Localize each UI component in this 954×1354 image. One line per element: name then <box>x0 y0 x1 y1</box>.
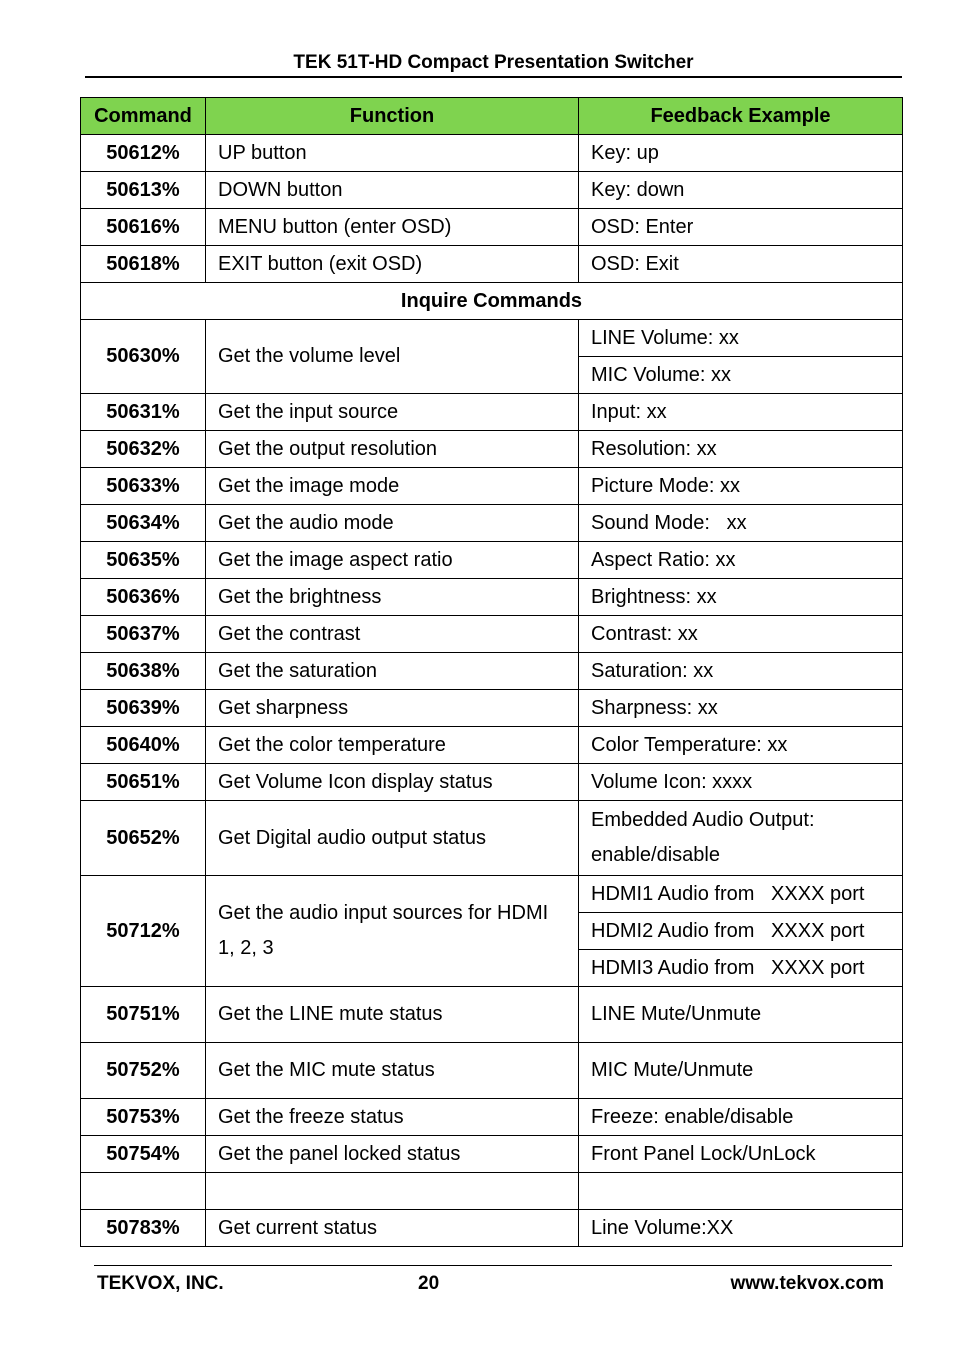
command-cell: 50753% <box>81 1099 206 1136</box>
command-cell: 50712% <box>81 876 206 987</box>
feedback-cell: HDMI2 Audio from XXXX port <box>579 913 903 950</box>
feedback-cell: Input: xx <box>579 394 903 431</box>
column-header-function: Function <box>206 98 579 135</box>
feedback-cell: Contrast: xx <box>579 616 903 653</box>
feedback-cell: LINE Mute/Unmute <box>579 987 903 1043</box>
command-cell: 50751% <box>81 987 206 1043</box>
table-row <box>81 394 903 431</box>
feedback-cell: OSD: Exit <box>579 246 903 283</box>
command-cell: 50612% <box>81 135 206 172</box>
table-row <box>81 246 903 283</box>
function-cell: Get current status <box>206 1210 579 1247</box>
command-cell: 50640% <box>81 727 206 764</box>
table-row <box>81 468 903 505</box>
empty-cell <box>206 1173 579 1210</box>
function-cell: Get Volume Icon display status <box>206 764 579 801</box>
command-cell: 50618% <box>81 246 206 283</box>
feedback-cell: MIC Volume: xx <box>579 357 903 394</box>
empty-cell <box>81 1173 206 1210</box>
feedback-cell: Aspect Ratio: xx <box>579 542 903 579</box>
command-cell: 50633% <box>81 468 206 505</box>
function-cell: Get the input source <box>206 394 579 431</box>
feedback-cell: Front Panel Lock/UnLock <box>579 1136 903 1173</box>
command-table <box>80 97 903 1247</box>
feedback-cell: Color Temperature: xx <box>579 727 903 764</box>
document-title: TEK 51T-HD Compact Presentation Switcher <box>293 52 694 73</box>
function-cell: Get the output resolution <box>206 431 579 468</box>
table-row <box>81 579 903 616</box>
command-cell: 50616% <box>81 209 206 246</box>
column-header-feedback: Feedback Example <box>579 98 903 135</box>
function-cell: Get Digital audio output status <box>206 801 579 876</box>
table-row <box>81 690 903 727</box>
function-cell: Get the MIC mute status <box>206 1043 579 1099</box>
command-cell: 50631% <box>81 394 206 431</box>
table-row <box>81 209 903 246</box>
feedback-cell: Picture Mode: xx <box>579 468 903 505</box>
feedback-cell: Brightness: xx <box>579 579 903 616</box>
function-cell: MENU button (enter OSD) <box>206 209 579 246</box>
function-cell: Get the volume level <box>206 320 579 394</box>
command-cell: 50652% <box>81 801 206 876</box>
function-cell: Get the audio mode <box>206 505 579 542</box>
feedback-cell <box>579 801 903 876</box>
empty-cell <box>579 1173 903 1210</box>
command-cell: 50636% <box>81 579 206 616</box>
command-cell: 50634% <box>81 505 206 542</box>
feedback-cell: HDMI3 Audio from XXXX port <box>579 950 903 987</box>
command-cell: 50752% <box>81 1043 206 1099</box>
command-cell: 50637% <box>81 616 206 653</box>
table-row <box>81 1043 903 1099</box>
feedback-cell: Saturation: xx <box>579 653 903 690</box>
function-cell: Get the brightness <box>206 579 579 616</box>
feedback-cell: Resolution: xx <box>579 431 903 468</box>
section-row <box>81 283 903 320</box>
page-header <box>85 50 902 78</box>
feedback-line: enable/disable <box>591 844 720 866</box>
table-row <box>81 1136 903 1173</box>
command-cell: 50638% <box>81 653 206 690</box>
table-row <box>81 431 903 468</box>
command-cell: 50639% <box>81 690 206 727</box>
command-cell: 50754% <box>81 1136 206 1173</box>
feedback-cell: Line Volume:XX <box>579 1210 903 1247</box>
section-title: Inquire Commands <box>81 283 903 320</box>
function-cell: UP button <box>206 135 579 172</box>
function-cell: Get the freeze status <box>206 1099 579 1136</box>
footer-website: www.tekvox.com <box>730 1273 884 1294</box>
table-row <box>81 727 903 764</box>
feedback-cell: Key: down <box>579 172 903 209</box>
function-cell: Get sharpness <box>206 690 579 727</box>
command-cell: 50630% <box>81 320 206 394</box>
table-row <box>81 320 903 357</box>
function-cell: Get the contrast <box>206 616 579 653</box>
function-cell: DOWN button <box>206 172 579 209</box>
feedback-cell: OSD: Enter <box>579 209 903 246</box>
empty-row <box>81 1173 903 1210</box>
table-row <box>81 876 903 913</box>
command-cell: 50635% <box>81 542 206 579</box>
function-cell: EXIT button (exit OSD) <box>206 246 579 283</box>
command-cell: 50613% <box>81 172 206 209</box>
command-cell: 50651% <box>81 764 206 801</box>
feedback-cell: Freeze: enable/disable <box>579 1099 903 1136</box>
page-footer <box>94 1265 892 1301</box>
feedback-cell: MIC Mute/Unmute <box>579 1043 903 1099</box>
feedback-cell: Volume Icon: xxxx <box>579 764 903 801</box>
table-row <box>81 135 903 172</box>
function-cell: Get the panel locked status <box>206 1136 579 1173</box>
function-cell: Get the LINE mute status <box>206 987 579 1043</box>
table-row <box>81 172 903 209</box>
function-line: 1, 2, 3 <box>218 937 274 959</box>
footer-company: TEKVOX, INC. <box>97 1273 224 1294</box>
feedback-cell: LINE Volume: xx <box>579 320 903 357</box>
table-row <box>81 505 903 542</box>
function-cell <box>206 876 579 987</box>
feedback-cell: Key: up <box>579 135 903 172</box>
function-cell: Get the color temperature <box>206 727 579 764</box>
table-row <box>81 1099 903 1136</box>
function-cell: Get the image aspect ratio <box>206 542 579 579</box>
table-row <box>81 616 903 653</box>
feedback-cell: Sound Mode: xx <box>579 505 903 542</box>
table-row <box>81 764 903 801</box>
command-cell: 50783% <box>81 1210 206 1247</box>
feedback-line: Embedded Audio Output: <box>591 809 815 831</box>
command-cell: 50632% <box>81 431 206 468</box>
feedback-cell: Sharpness: xx <box>579 690 903 727</box>
table-row <box>81 653 903 690</box>
feedback-cell: HDMI1 Audio from XXXX port <box>579 876 903 913</box>
table-row <box>81 801 903 876</box>
footer-page-number: 20 <box>418 1273 440 1294</box>
table-row <box>81 1210 903 1247</box>
table-row <box>81 542 903 579</box>
function-cell: Get the saturation <box>206 653 579 690</box>
function-line: Get the audio input sources for HDMI <box>218 902 549 924</box>
table-row <box>81 987 903 1043</box>
function-cell: Get the image mode <box>206 468 579 505</box>
table-header-row <box>81 98 903 135</box>
column-header-command: Command <box>81 98 206 135</box>
